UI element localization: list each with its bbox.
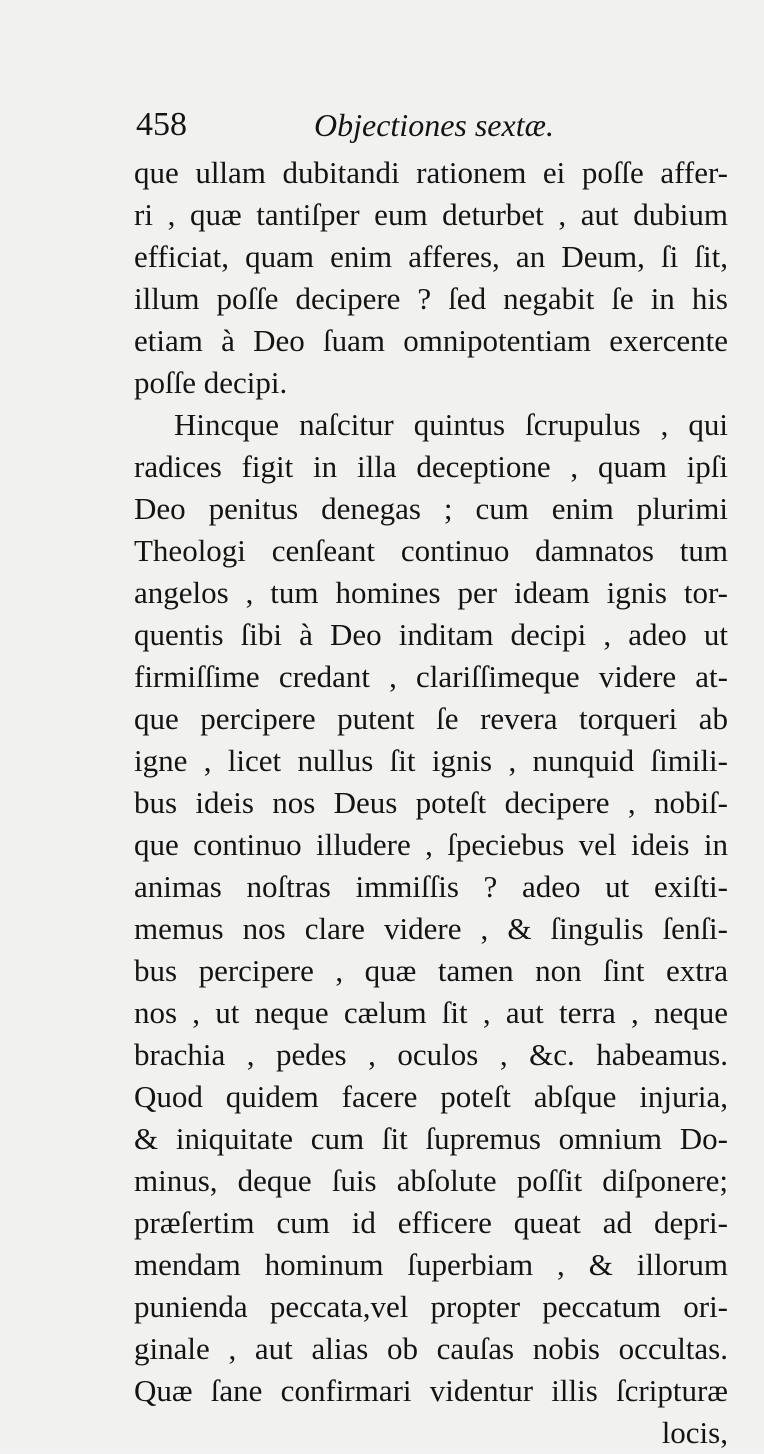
text-line: bus percipere , quæ tamen non ſint extra — [134, 953, 728, 988]
text-line: ri , quæ tantiſper eum deturbet , aut dubium — [134, 197, 728, 232]
text-line: bus ideis nos Deus poteſt decipere , nobiſ- — [134, 785, 728, 820]
catchword: locis, — [661, 1415, 728, 1450]
page-number: 458 — [136, 106, 187, 143]
text-line: firmiſſime credant , clariſſimeque videre at- — [134, 659, 728, 694]
text-line: Quod quidem facere poteſt abſque injuria, — [134, 1079, 728, 1114]
text-line: angelos , tum homines per ideam ignis tor- — [134, 575, 728, 610]
text-line: animas noſtras immiſſis ? adeo ut exiſti- — [134, 869, 728, 904]
text-line: nos , ut neque cælum ſit , aut terra , neque — [134, 995, 728, 1030]
text-line: memus nos clare videre , & ſingulis ſenſi- — [134, 911, 728, 946]
text-line: que ullam dubitandi rationem ei poſſe affer- — [134, 155, 728, 190]
text-line: ginale , aut alias ob cauſas nobis occultas. — [134, 1331, 728, 1366]
text-line: efficiat, quam enim afferes, an Deum, ſi ſit, — [134, 239, 728, 274]
text-line: brachia , pedes , oculos , &c. habeamus. — [134, 1037, 728, 1072]
text-line: punienda peccata,vel propter peccatum ori- — [134, 1289, 728, 1324]
text-line: etiam à Deo ſuam omnipotentiam exercente — [134, 323, 728, 358]
text-line: minus, deque ſuis abſolute poſſit diſponere; — [134, 1163, 728, 1198]
text-line: Hincque naſcitur quintus ſcrupulus , qui — [174, 407, 728, 442]
text-line: radices figit in illa deceptione , quam ipſi — [134, 449, 728, 484]
text-line: Theologi cenſeant continuo damnatos tum — [134, 533, 728, 568]
body-text — [134, 152, 728, 1454]
text-line: mendam hominum ſuperbiam , & illorum — [134, 1247, 728, 1282]
page-header — [136, 100, 726, 150]
text-line: Quæ ſane confirmari videntur illis ſcripturæ — [134, 1373, 728, 1408]
running-head: Objectiones sextæ. — [314, 107, 554, 143]
text-line: que continuo illudere , ſpeciebus vel ideis in — [134, 827, 728, 862]
text-line: que percipere putent ſe revera torqueri ab — [134, 701, 728, 736]
text-line: illum poſſe decipere ? ſed negabit ſe in his — [134, 281, 728, 316]
text-line: Deo penitus denegas ; cum enim plurimi — [134, 491, 728, 526]
text-line: quentis ſibi à Deo inditam decipi , adeo ut — [134, 617, 728, 652]
text-line: igne , licet nullus ſit ignis , nunquid ſimili- — [134, 743, 728, 778]
text-line: & iniquitate cum ſit ſupremus omnium Do- — [134, 1121, 728, 1156]
text-line: poſſe decipi. — [134, 365, 288, 400]
text-line: præſertim cum id efficere queat ad depri- — [134, 1205, 728, 1240]
